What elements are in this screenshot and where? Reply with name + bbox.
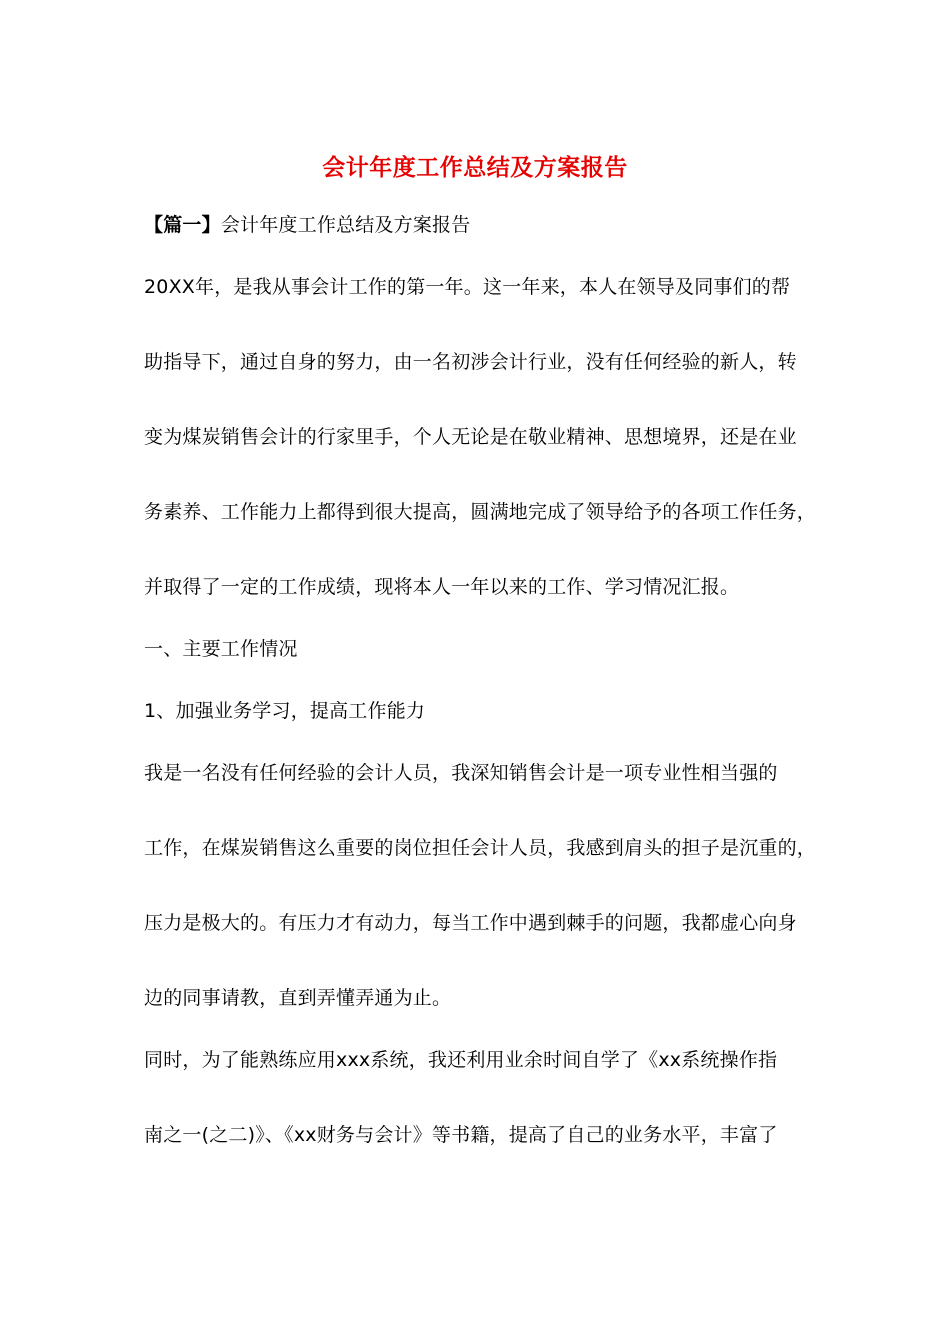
paragraph-line: 南之一(之二)》、《xx财务与会计》等书籍，提高了自己的业务水平，丰富了 bbox=[144, 1124, 778, 1146]
paragraph-line: 变为煤炭销售会计的行家里手，个人无论是在敬业精神、思想境界，还是在业 bbox=[144, 426, 797, 448]
paragraph-line: 压力是极大的。有压力才有动力，每当工作中遇到棘手的问题，我都虚心向身 bbox=[144, 912, 797, 934]
section-heading-text: 会计年度工作总结及方案报告 bbox=[220, 214, 471, 236]
paragraph-line: 并取得了一定的工作成绩，现将本人一年以来的工作、学习情况汇报。 bbox=[144, 576, 740, 598]
paragraph-line: 我是一名没有任何经验的会计人员，我深知销售会计是一项专业性相当强的 bbox=[144, 762, 778, 784]
subheading-study: 1、加强业务学习，提高工作能力 bbox=[144, 700, 426, 722]
document-title: 会计年度工作总结及方案报告 bbox=[322, 154, 628, 181]
paragraph-line: 边的同事请教，直到弄懂弄通为止。 bbox=[144, 987, 452, 1009]
paragraph-line: 工作，在煤炭销售这么重要的岗位担任会计人员，我感到肩头的担子是沉重的， bbox=[144, 837, 817, 859]
section-heading-bracket: 【篇一】 bbox=[144, 214, 221, 236]
paragraph-line: 助指导下，通过自身的努力，由一名初涉会计行业，没有任何经验的新人，转 bbox=[144, 351, 797, 373]
paragraph-line: 务素养、工作能力上都得到很大提高，圆满地完成了领导给予的各项工作任务， bbox=[144, 501, 817, 523]
paragraph-line: 20XX年，是我从事会计工作的第一年。这一年来，本人在领导及同事们的帮 bbox=[144, 276, 791, 298]
subheading-main-work: 一、主要工作情况 bbox=[144, 638, 298, 660]
section-heading bbox=[144, 212, 470, 238]
paragraph-line: 同时，为了能熟练应用xxx系统，我还利用业余时间自学了《xx系统操作指 bbox=[144, 1049, 778, 1071]
